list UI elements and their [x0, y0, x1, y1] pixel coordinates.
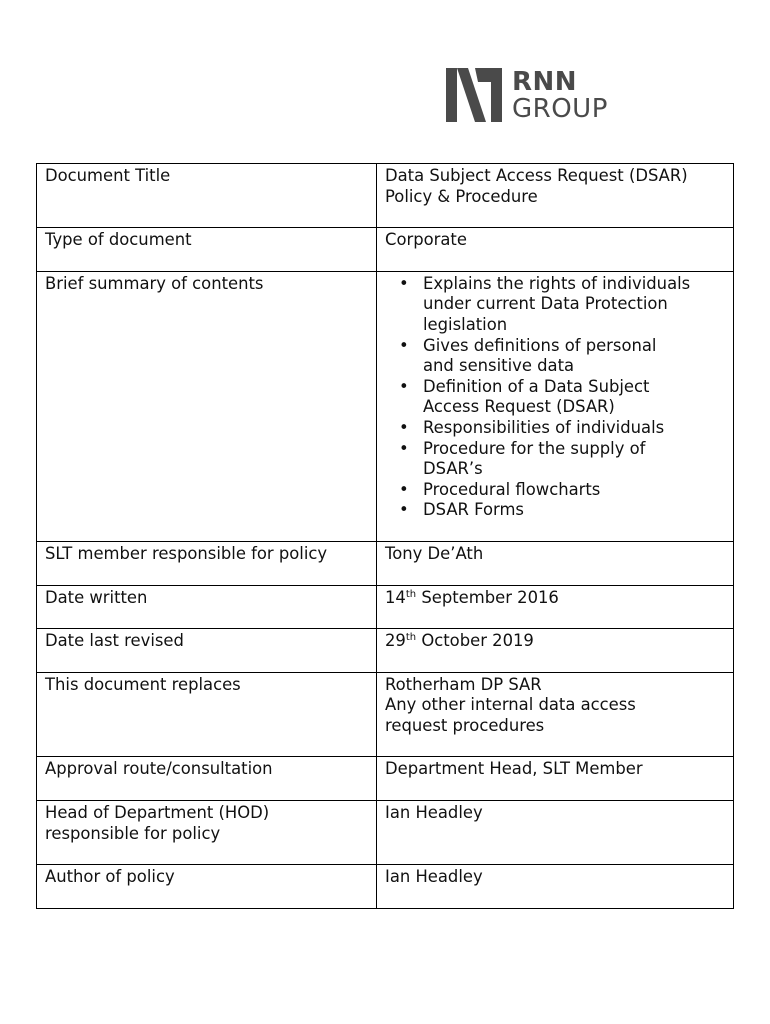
- list-item-line: • Gives definitions of personal: [423, 335, 657, 355]
- date-rest: October 2019: [416, 631, 534, 651]
- row-label: Date written: [37, 585, 377, 629]
- list-item-line: • Procedural flowcharts: [423, 479, 601, 499]
- list-item: [423, 274, 725, 336]
- logo-line-2: GROUP: [512, 93, 608, 124]
- logo-line-1: RNN: [512, 66, 578, 97]
- row-value: [377, 757, 734, 801]
- date-suffix: th: [405, 588, 417, 600]
- value-line: Tony De’Ath: [385, 543, 484, 563]
- table-row: [37, 672, 734, 757]
- list-item: [423, 377, 725, 418]
- table-row: [37, 801, 734, 865]
- table-row: [37, 164, 734, 228]
- row-label: Document Title: [37, 164, 377, 228]
- list-item-line: DSAR’s: [423, 459, 483, 479]
- policy-info-table: [36, 163, 734, 909]
- row-label: Author of policy: [37, 865, 377, 909]
- label-line: Head of Department (HOD): [45, 803, 270, 823]
- table-row: [37, 228, 734, 272]
- list-item-line: Access Request (DSAR): [423, 397, 615, 417]
- table-row: [37, 865, 734, 909]
- row-label: Type of document: [37, 228, 377, 272]
- value-line: Data Subject Access Request (DSAR): [385, 166, 688, 185]
- row-value: [377, 271, 734, 541]
- list-item-line: • Responsibilities of individuals: [423, 417, 665, 437]
- row-label: This document replaces: [37, 672, 377, 757]
- row-value: [377, 541, 734, 585]
- row-value: [377, 585, 734, 629]
- row-value: [377, 629, 734, 673]
- list-item: [423, 500, 725, 521]
- value-line: Ian Headley: [385, 867, 483, 887]
- value-line: Rotherham DP SAR: [385, 674, 542, 694]
- list-item-line: • Definition of a Data Subject: [423, 376, 650, 396]
- list-item-line: • DSAR Forms: [423, 500, 524, 520]
- list-item-line: • Procedure for the supply of: [423, 438, 646, 458]
- row-label: Brief summary of contents: [37, 271, 377, 541]
- list-item-line: legislation: [423, 314, 508, 334]
- label-line: responsible for policy: [45, 823, 221, 843]
- row-value: [377, 801, 734, 865]
- value-line: Department Head, SLT Member: [385, 759, 643, 779]
- row-value: [377, 228, 734, 272]
- table-row: [37, 271, 734, 541]
- row-value: [377, 164, 734, 228]
- list-item: [423, 480, 725, 501]
- list-item: [423, 336, 725, 377]
- value-line: Ian Headley: [385, 803, 483, 823]
- value-line: request procedures: [385, 715, 545, 735]
- value-line: Corporate: [385, 230, 467, 250]
- table-row: [37, 757, 734, 801]
- table-row: [37, 541, 734, 585]
- list-item-line: • Explains the rights of individuals: [423, 273, 691, 293]
- logo-wordmark: [512, 66, 608, 124]
- value-line: Policy & Procedure: [385, 186, 538, 206]
- table-row: [37, 629, 734, 673]
- date-day: 14: [385, 587, 406, 607]
- row-label: Date last revised: [37, 629, 377, 673]
- row-label: SLT member responsible for policy: [37, 541, 377, 585]
- table-row: [37, 585, 734, 629]
- rnn-logo-mark-icon: [446, 68, 502, 122]
- list-item-line: and sensitive data: [423, 356, 575, 376]
- value-line: Any other internal data access: [385, 695, 636, 715]
- summary-list: [385, 274, 725, 521]
- date-day: 29: [385, 631, 406, 651]
- row-value: [377, 672, 734, 757]
- row-label: [37, 801, 377, 865]
- list-item-line: under current Data Protection: [423, 294, 668, 314]
- rnn-group-logo: [446, 67, 636, 123]
- row-label: Approval route/consultation: [37, 757, 377, 801]
- row-value: [377, 865, 734, 909]
- list-item: [423, 418, 725, 439]
- date-suffix: th: [405, 632, 417, 644]
- date-rest: September 2016: [416, 587, 559, 607]
- list-item: [423, 439, 725, 480]
